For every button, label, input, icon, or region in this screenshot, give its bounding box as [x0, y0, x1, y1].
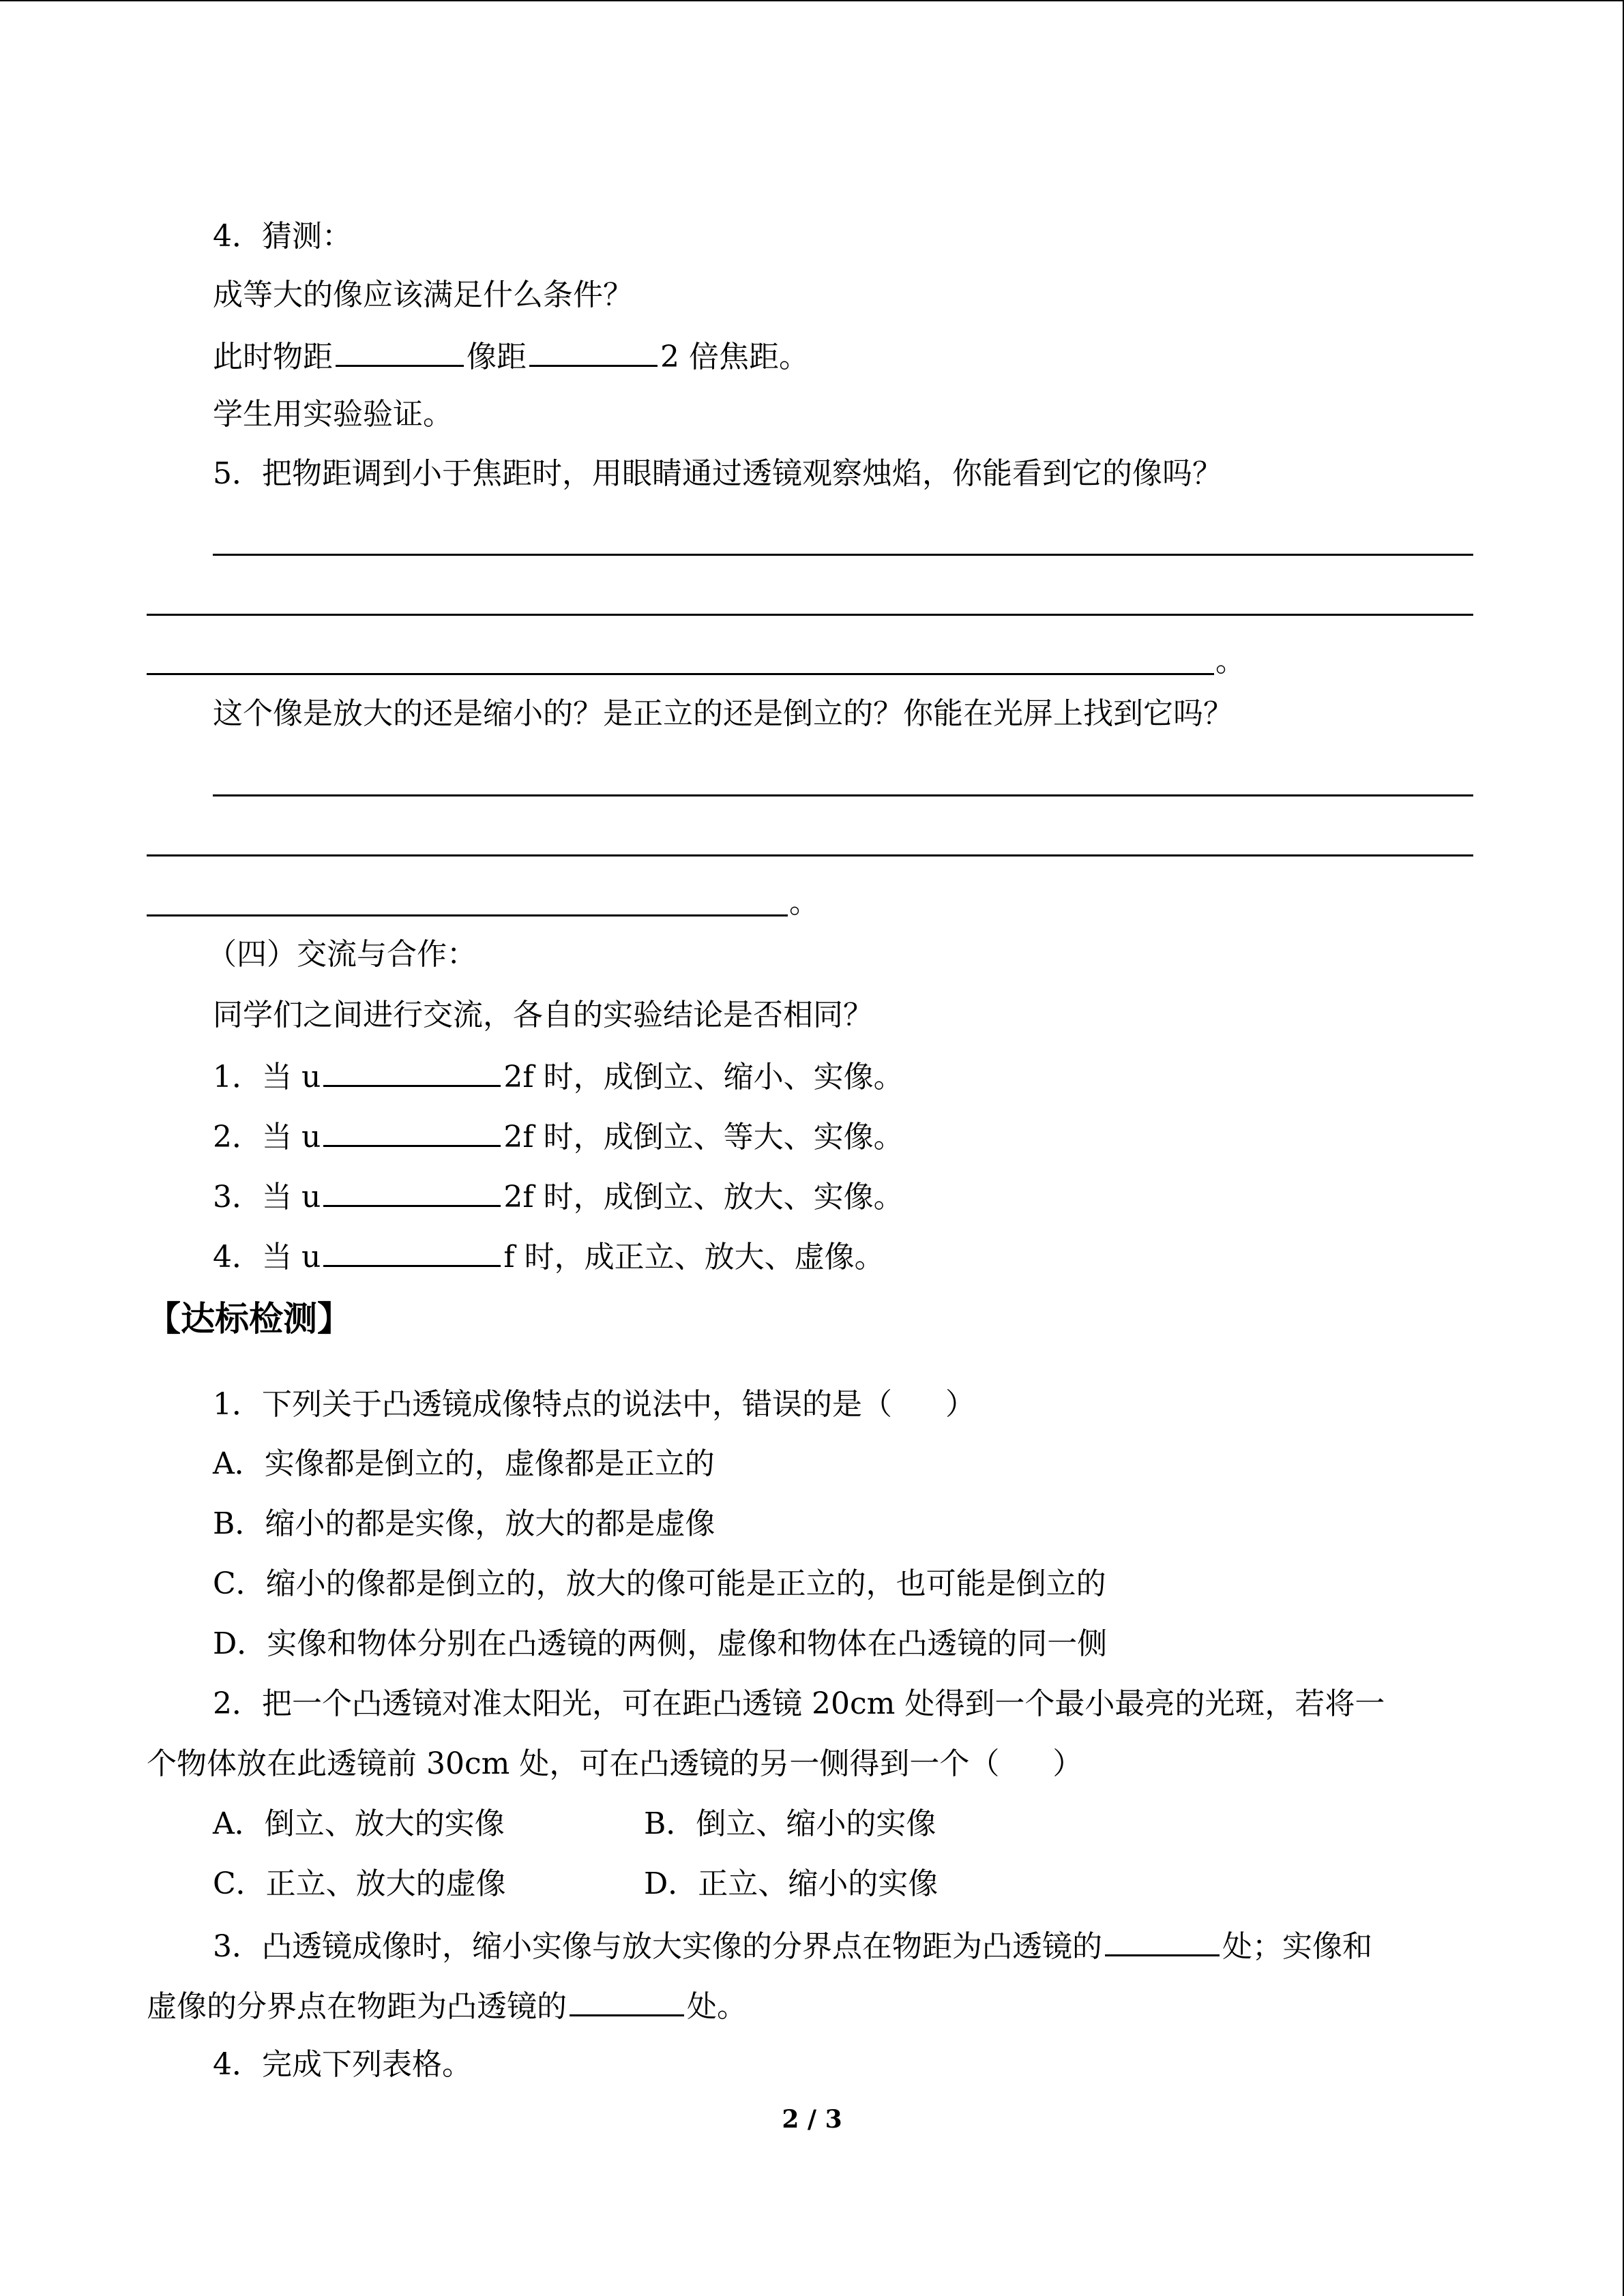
relation-blank[interactable] [323, 1175, 501, 1207]
page-border-top [0, 0, 1624, 1]
option: B．缩小的都是实像，放大的都是虚像 [213, 1506, 715, 1541]
item-prefix: 2．当 u [213, 1120, 321, 1154]
guess-heading: 4．猜测： [213, 219, 352, 254]
q3-text: 3．凸透镜成像时，缩小实像与放大实像的分界点在物距为凸透镜的 [213, 1929, 1102, 1964]
boundary-blank[interactable] [1105, 1924, 1220, 1956]
exchange-item [213, 1175, 904, 1218]
exchange-heading: （四）交流与合作： [207, 937, 477, 972]
q3-text: 处。 [687, 1989, 747, 2024]
q5-end-mark: 。 [1215, 644, 1245, 679]
answer-line[interactable] [147, 673, 1214, 675]
option: C．正立、放大的虚像 [213, 1866, 506, 1901]
test-q1-stem [213, 1384, 975, 1425]
q2-stem-text: 个物体放在此透镜前 30cm 处，可在凸透镜的另一侧得到一个（ [147, 1746, 1000, 1781]
guess-fill-a: 此时物距 [213, 340, 333, 374]
item-suffix: f 时，成正立、放大、虚像。 [503, 1240, 885, 1274]
option: A．实像都是倒立的，虚像都是正立的 [213, 1446, 715, 1481]
item-suffix: 2f 时，成倒立、放大、实像。 [503, 1180, 904, 1214]
exchange-prompt: 同学们之间进行交流，各自的实验结论是否相同？ [213, 998, 873, 1032]
q3-text: 处；实像和 [1222, 1929, 1372, 1964]
test-q2-line2 [147, 1744, 1082, 1785]
object-distance-blank[interactable] [336, 335, 464, 367]
image-distance-blank[interactable] [529, 335, 658, 367]
q5-text: 5．把物距调到小于焦距时，用眼睛通过透镜观察烛焰，你能看到它的像吗？ [213, 456, 1222, 491]
option: D．正立、缩小的实像 [644, 1866, 939, 1901]
option: B．倒立、缩小的实像 [644, 1806, 936, 1841]
answer-line[interactable] [213, 554, 1473, 556]
guess-fill-c: 2 倍焦距。 [660, 340, 809, 374]
test-q3-line1 [213, 1924, 1372, 1967]
answer-line[interactable] [147, 614, 1473, 616]
relation-blank[interactable] [323, 1235, 501, 1267]
item-suffix: 2f 时，成倒立、缩小、实像。 [503, 1060, 904, 1094]
q2-close: ） [1052, 1746, 1083, 1781]
option: D．实像和物体分别在凸透镜的两侧，虚像和物体在凸透镜的同一侧 [213, 1626, 1108, 1661]
q5-end-mark-2: 。 [789, 885, 819, 920]
guess-question: 成等大的像应该满足什么条件？ [213, 278, 633, 312]
test-q3-line2 [147, 1984, 747, 2027]
guess-fill-b: 像距 [467, 340, 527, 374]
exchange-item [213, 1115, 904, 1158]
boundary-blank[interactable] [570, 1984, 684, 2016]
item-prefix: 3．当 u [213, 1180, 321, 1214]
relation-blank[interactable] [323, 1115, 501, 1147]
answer-line[interactable] [147, 914, 788, 916]
item-prefix: 4．当 u [213, 1240, 321, 1274]
guess-fill-line [213, 335, 809, 378]
q3-text: 虚像的分界点在物距为凸透镜的 [147, 1989, 567, 2024]
page-number: 2 / 3 [782, 2105, 842, 2134]
test-q4: 4．完成下列表格。 [213, 2047, 472, 2082]
option: A．倒立、放大的实像 [213, 1806, 505, 1841]
item-prefix: 1．当 u [213, 1060, 321, 1094]
answer-line[interactable] [213, 794, 1473, 796]
option: C．缩小的像都是倒立的，放大的像可能是正立的，也可能是倒立的 [213, 1566, 1106, 1601]
test-q2-line1: 2．把一个凸透镜对准太阳光，可在距凸透镜 20cm 处得到一个最小最亮的光斑，若将一 [213, 1686, 1385, 1721]
item-suffix: 2f 时，成倒立、等大、实像。 [503, 1120, 904, 1154]
section-heading: 【达标检测】 [147, 1299, 351, 1339]
q5-followup: 这个像是放大的还是缩小的？是正立的还是倒立的？你能在光屏上找到它吗？ [213, 696, 1233, 731]
q1-stem-text: 1．下列关于凸透镜成像特点的说法中，错误的是（ [213, 1387, 892, 1422]
exchange-item [213, 1235, 885, 1278]
answer-line[interactable] [147, 854, 1473, 856]
relation-blank[interactable] [323, 1055, 501, 1087]
exchange-item [213, 1055, 904, 1098]
q1-close: ） [945, 1387, 975, 1422]
guess-verify: 学生用实验验证。 [213, 397, 453, 432]
